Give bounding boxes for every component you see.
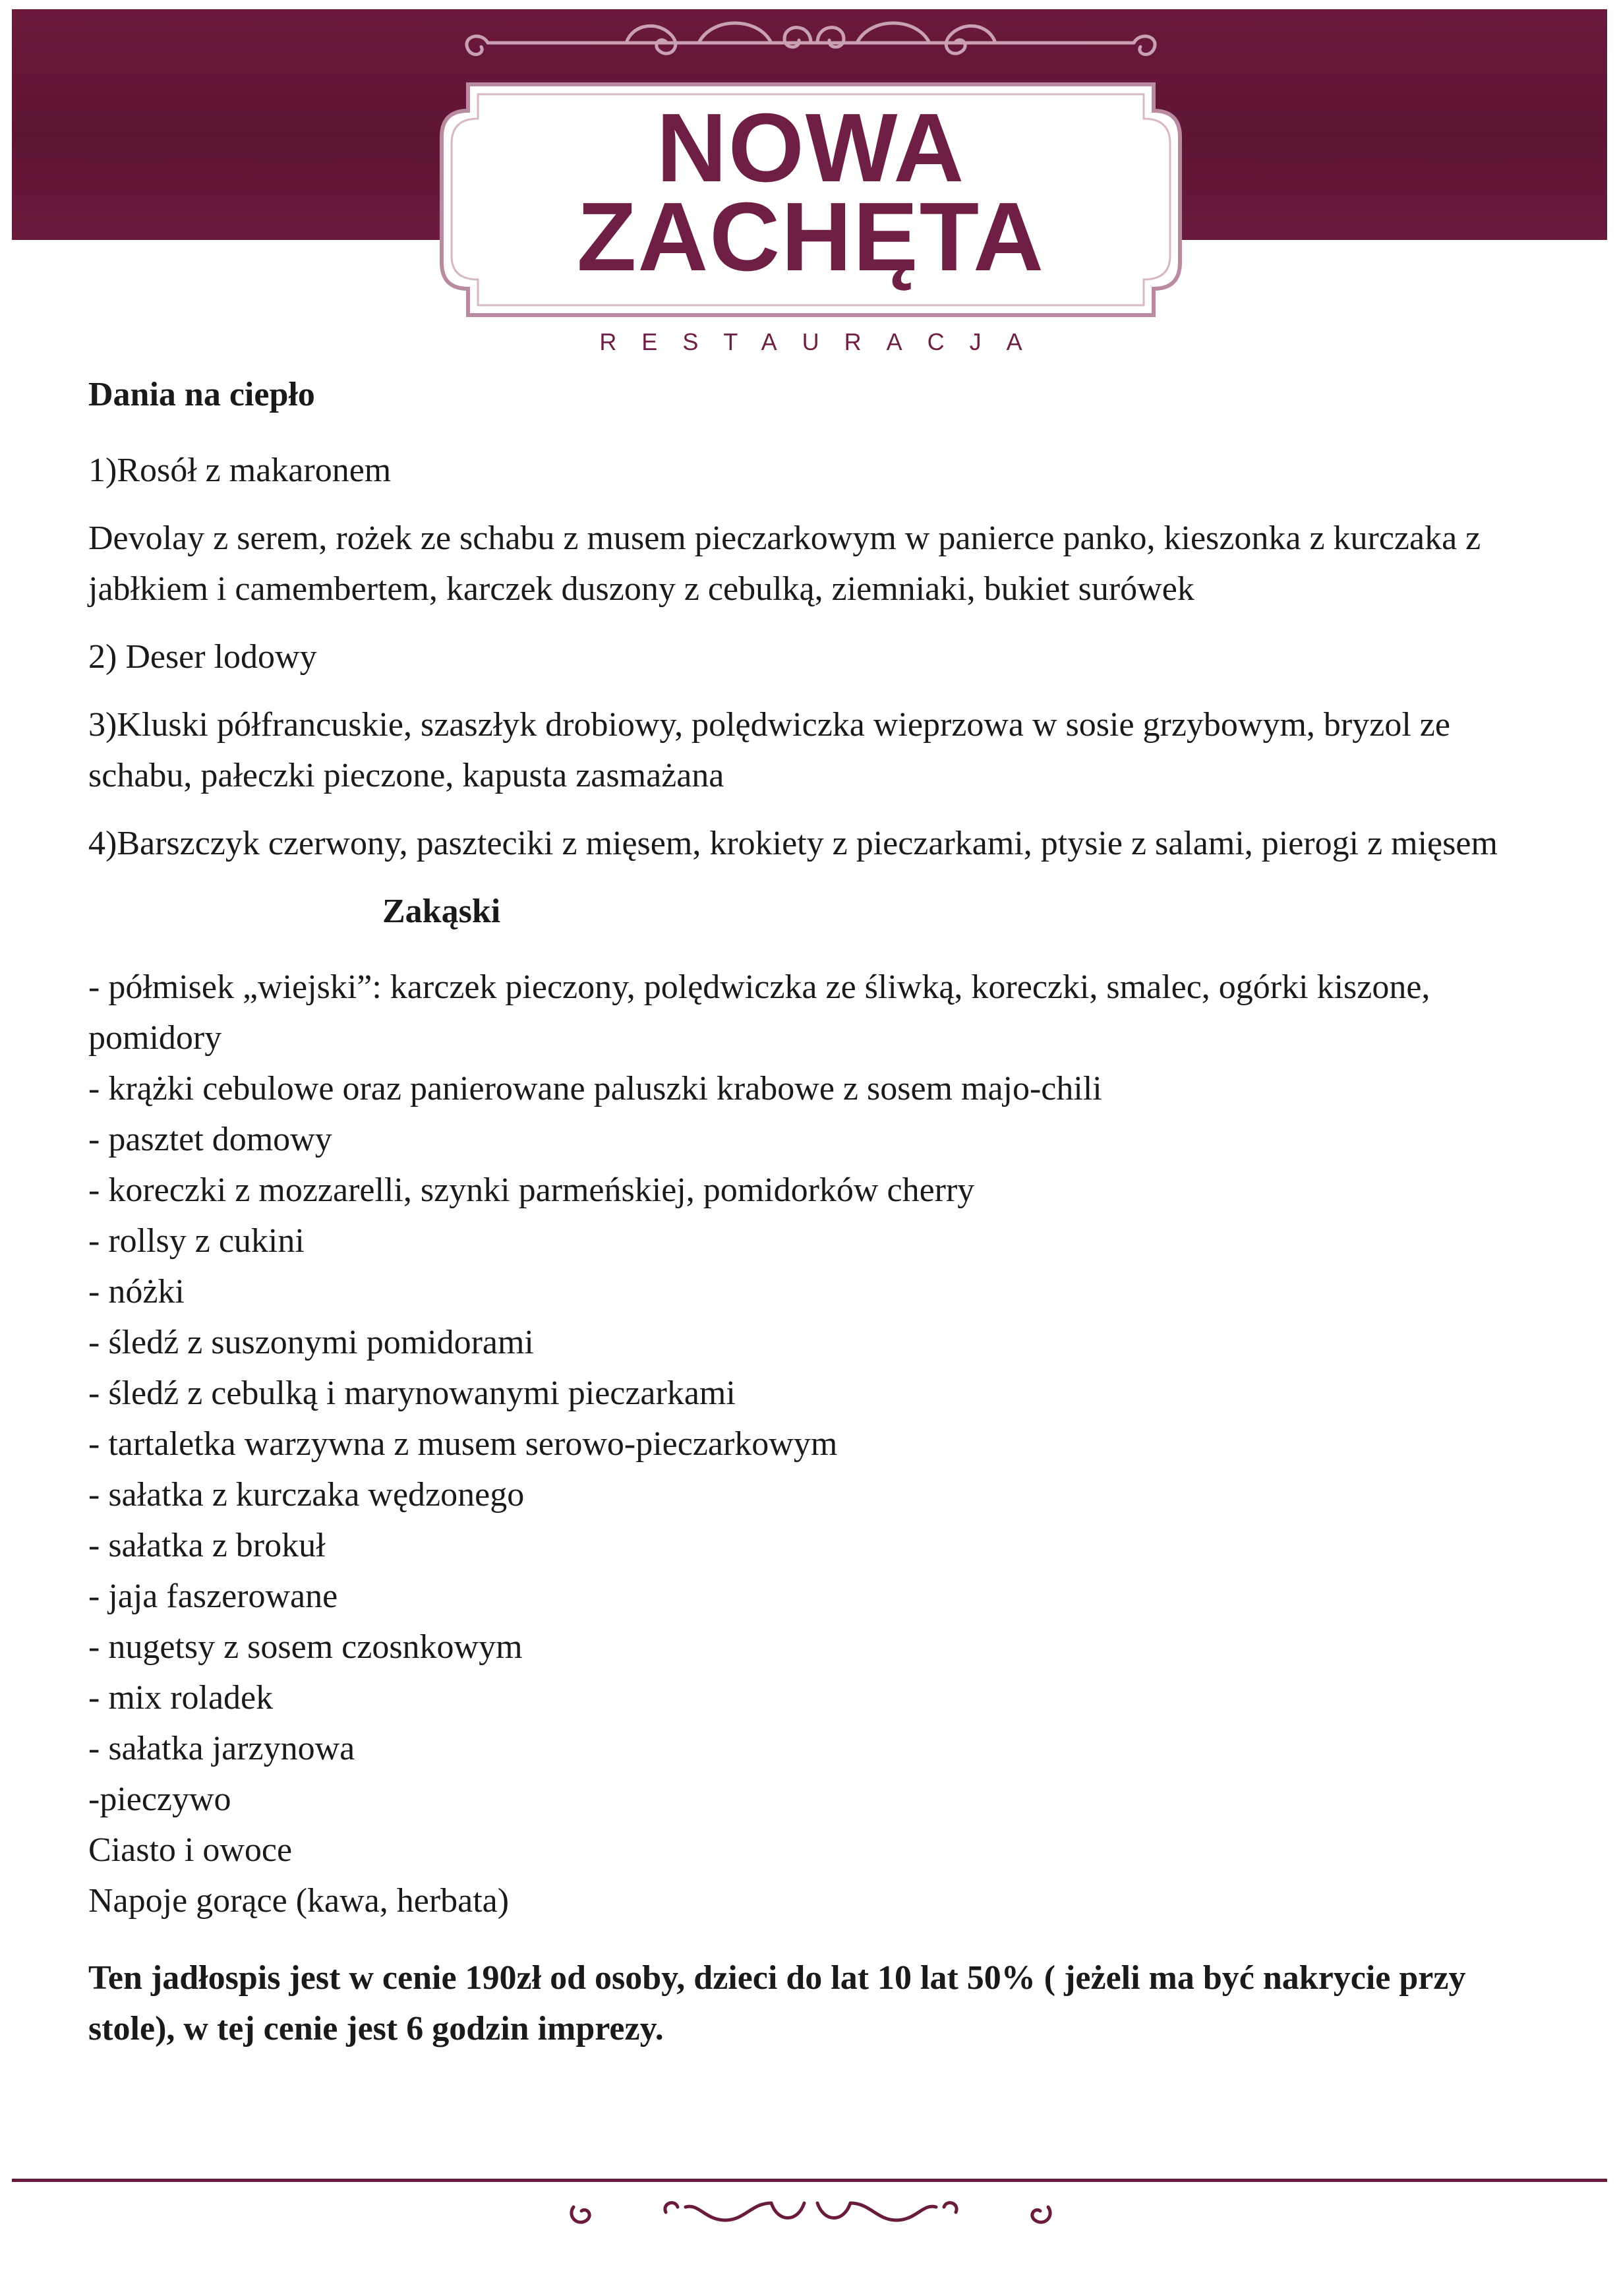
logo-subtitle: RESTAURACJA [599, 328, 1047, 355]
appetizers-list [88, 962, 1532, 1926]
hot-dish-item: Devolay z serem, rożek ze schabu z musem pieczarkowym w panierce panko, kieszonka z kurczaka z jabłkiem i camembertem, karczek duszony z cebulką, ziemniaki, bukiet surówek [88, 519, 1481, 608]
appetizer-item: - krążki cebulowe oraz panierowane paluszki krabowe z sosem majo-chili [88, 1070, 1102, 1107]
hot-dish-item: 1)Rosół z makaronem [88, 452, 392, 489]
menu-content [88, 369, 1532, 2054]
appetizer-item: - mix roladek [88, 1679, 274, 1717]
appetizer-item: - sałatka jarzynowa [88, 1730, 355, 1767]
appetizer-item: - śledź z suszonymi pomidorami [88, 1324, 534, 1361]
footer-ornament-icon [554, 2187, 1068, 2233]
logo-title-line1: NOWA [656, 94, 966, 202]
appetizer-item: -pieczywo [88, 1781, 231, 1818]
hot-dish-item: 4)Barszczyk czerwony, paszteciki z mięsem, krokiety z pieczarkami, ptysie z salami, pierogi z mięsem [88, 825, 1498, 862]
appetizer-item: - nóżki [88, 1273, 185, 1310]
appetizer-item: - nugetsy z sosem czosnkowym [88, 1628, 523, 1666]
hot-dish-item: 3)Kluski półfrancuskie, szaszłyk drobiowy, polędwiczka wieprzowa w sosie grzybowym, bryzol ze schabu, pałeczki pieczone, kapusta zasmażana [88, 706, 1450, 794]
appetizer-item: - sałatka z brokuł [88, 1527, 326, 1564]
price-note: Ten jadłospis jest w cenie 190zł od osoby, dzieci do lat 10 lat 50% ( jeżeli ma być nakrycie przy stole), w tej cenie jest 6 godzin imprezy. [88, 1959, 1466, 2047]
header-ornament-icon [461, 13, 1160, 66]
appetizer-item: - jaja faszerowane [88, 1577, 338, 1615]
appetizer-item: Napoje gorące (kawa, herbata) [88, 1882, 510, 1920]
appetizer-item: - pasztet domowy [88, 1121, 332, 1158]
hot-dishes-heading: Dania na ciepło [88, 376, 315, 413]
logo-title-line2: ZACHĘTA [576, 183, 1045, 291]
appetizer-item: - śledź z cebulką i marynowanymi pieczarkami [88, 1374, 736, 1412]
appetizer-item: - półmisek „wiejski”: karczek pieczony, polędwiczka ze śliwką, koreczki, smalec, ogórki kiszone, pomidory [88, 968, 1430, 1057]
appetizer-item: - tartaletka warzywna z musem serowo-pieczarkowym [88, 1425, 838, 1463]
footer-divider [12, 2179, 1607, 2182]
appetizers-heading: Zakąski [382, 893, 501, 930]
appetizer-item: - rollsy z cukini [88, 1222, 305, 1260]
appetizer-item: - koreczki z mozzarelli, szynki parmeńskiej, pomidorków cherry [88, 1171, 975, 1209]
hot-dish-item: 2) Deser lodowy [88, 638, 317, 676]
appetizer-item: Ciasto i owoce [88, 1831, 293, 1869]
appetizer-item: - sałatka z kurczaka wędzonego [88, 1476, 525, 1514]
